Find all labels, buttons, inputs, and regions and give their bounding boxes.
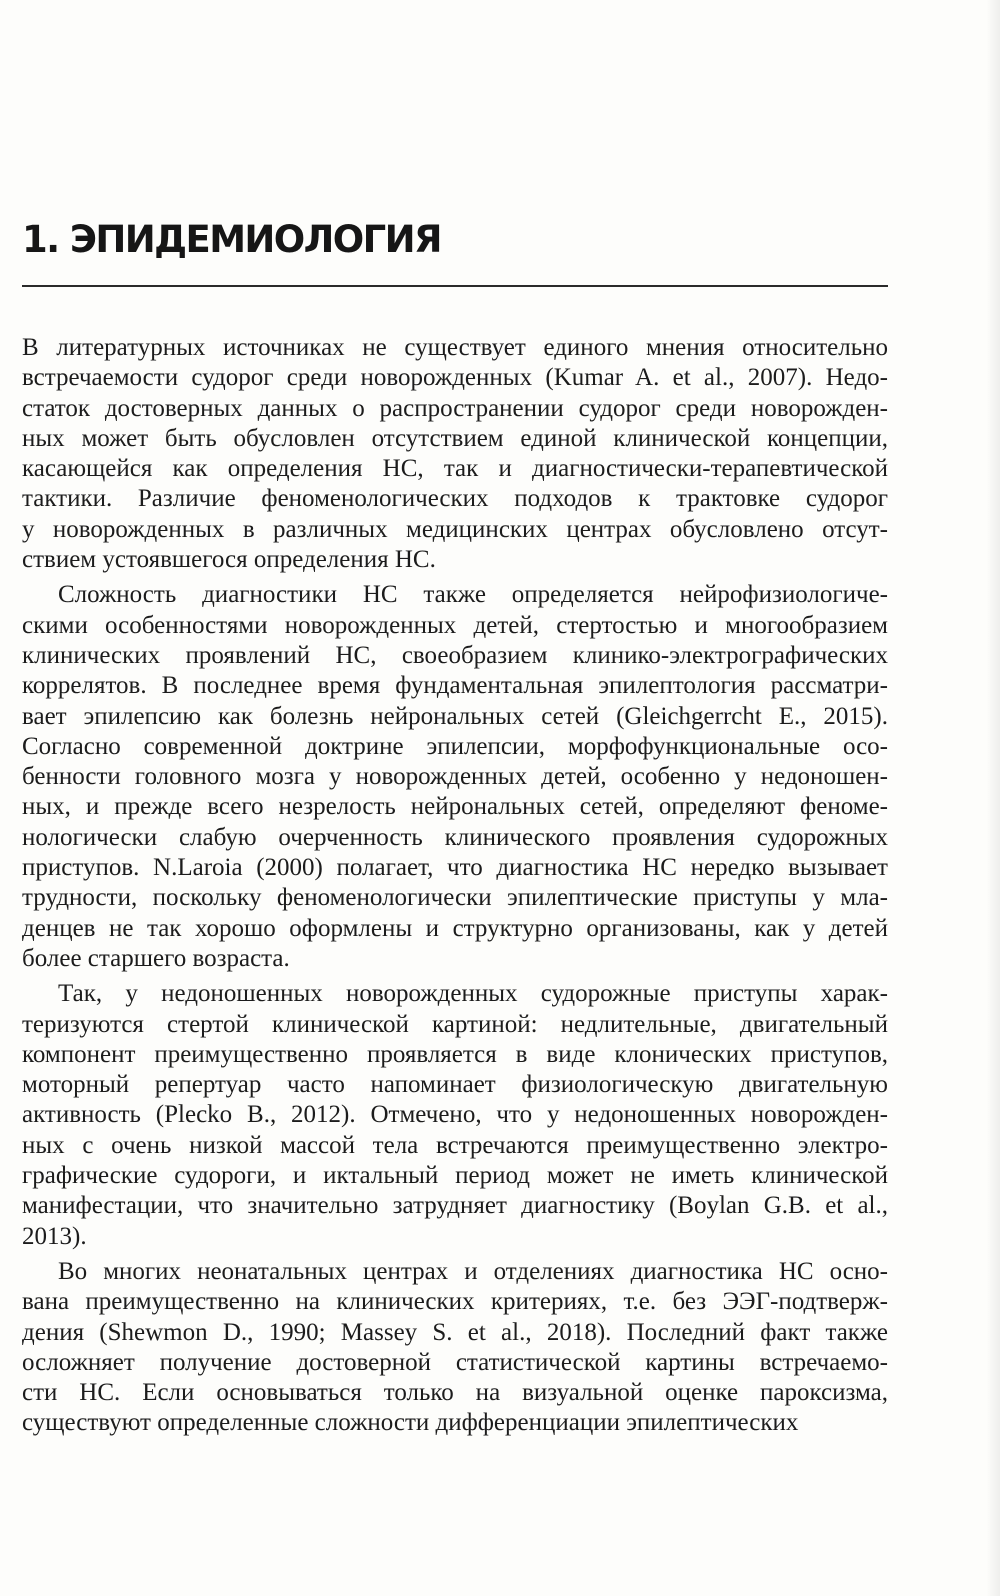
text-line: дения (Shewmon D., 1990; Massey S. et al., 2018). Последний факт также <box>22 1318 888 1346</box>
text-line: графические судороги, и иктальный период может не иметь клинической <box>22 1162 888 1190</box>
text-line: теризуются стертой клинической картиной: недлительные, двигательный <box>22 1010 888 1038</box>
text-line: скими особенностями новорожденных детей, стертостью и многообразием <box>22 611 888 639</box>
text-line: осложняет получение достоверной статистической картины встречаемо- <box>22 1348 888 1376</box>
text-line: моторный репертуар часто напоминает физиологическую двигательную <box>22 1071 888 1099</box>
body-text <box>22 333 888 1439</box>
text-line: денцев не так хорошо оформлены и структурно организованы, как у детей <box>22 914 888 942</box>
text-line: трудности, поскольку феноменологически эпилептические приступы у мла- <box>22 884 888 912</box>
text-line: ных с очень низкой массой тела встречаются преимущественно электро- <box>22 1131 888 1159</box>
chapter-title: 1. ЭПИДЕМИОЛОГИЯ <box>22 218 441 261</box>
text-line: вает эпилепсию как болезнь нейрональных сетей (Gleichgerrcht E., 2015). <box>22 702 888 730</box>
text-line: тактики. Различие феноменологических подходов к трактовке судорог <box>22 485 888 513</box>
text-line: ных, и прежде всего незрелость нейрональных сетей, определяют феноме- <box>22 793 888 821</box>
text-line: активность (Plecko B., 2012). Отмечено, что у недоношенных новорожден- <box>22 1101 888 1129</box>
text-line: В литературных источниках не существует единого мнения относительно <box>22 334 888 361</box>
text-line: манифестации, что значительно затрудняет диагностику (Boylan G.B. et al., <box>22 1192 888 1220</box>
text-line: клинических проявлений НС, своеобразием клинико-электрографических <box>22 641 888 669</box>
text-line: коррелятов. В последнее время фундаментальная эпилептология рассматри- <box>22 672 888 700</box>
paragraph <box>22 979 888 1252</box>
text-line: Сложность диагностики НС также определяется нейрофизиологиче- <box>58 581 888 609</box>
text-line: вана преимущественно на клинических критериях, т.е. без ЭЭГ-подтверж- <box>22 1288 888 1316</box>
text-line: бенности головного мозга у новорожденных детей, особенно у недоношен- <box>22 763 888 791</box>
text-line: статок достоверных данных о распространении судорог среди новорожден- <box>22 394 888 422</box>
page-edge-shadow <box>986 0 1000 1596</box>
text-line: существуют определенные сложности дифференциации эпилептических <box>22 1409 799 1437</box>
text-line: ствием устоявшегося определения НС. <box>22 546 436 574</box>
title-underline <box>22 285 888 287</box>
text-line: Во многих неонатальных центрах и отделениях диагностика НС осно- <box>58 1257 888 1285</box>
paragraph <box>22 333 888 575</box>
text-line: касающейся как определения НС, так и диагностически-терапевтической <box>22 455 888 483</box>
text-line: у новорожденных в различных медицинских центрах обусловлено отсут- <box>22 515 888 543</box>
text-line: Так, у недоношенных новорожденных судорожные приступы харак- <box>58 980 888 1008</box>
text-line: Согласно современной доктрине эпилепсии, морфофункциональные осо- <box>22 732 888 760</box>
text-line: приступов. N.Laroia (2000) полагает, что диагностика НС нередко вызывает <box>22 854 888 882</box>
paragraph <box>22 580 888 974</box>
text-line: 2013). <box>22 1222 87 1250</box>
text-line: сти НС. Если основываться только на визуальной оценке пароксизма, <box>22 1379 888 1407</box>
paragraph <box>22 1257 888 1439</box>
text-line: нологически слабую очерченность клинического проявления судорожных <box>22 823 888 851</box>
text-line: ных может быть обусловлен отсутствием единой клинической концепции, <box>22 424 888 452</box>
text-line: компонент преимущественно проявляется в виде клонических приступов, <box>22 1040 888 1068</box>
text-line: встречаемости судорог среди новорожденных (Kumar A. et al., 2007). Недо- <box>22 364 888 392</box>
text-line: более старшего возраста. <box>22 944 290 972</box>
